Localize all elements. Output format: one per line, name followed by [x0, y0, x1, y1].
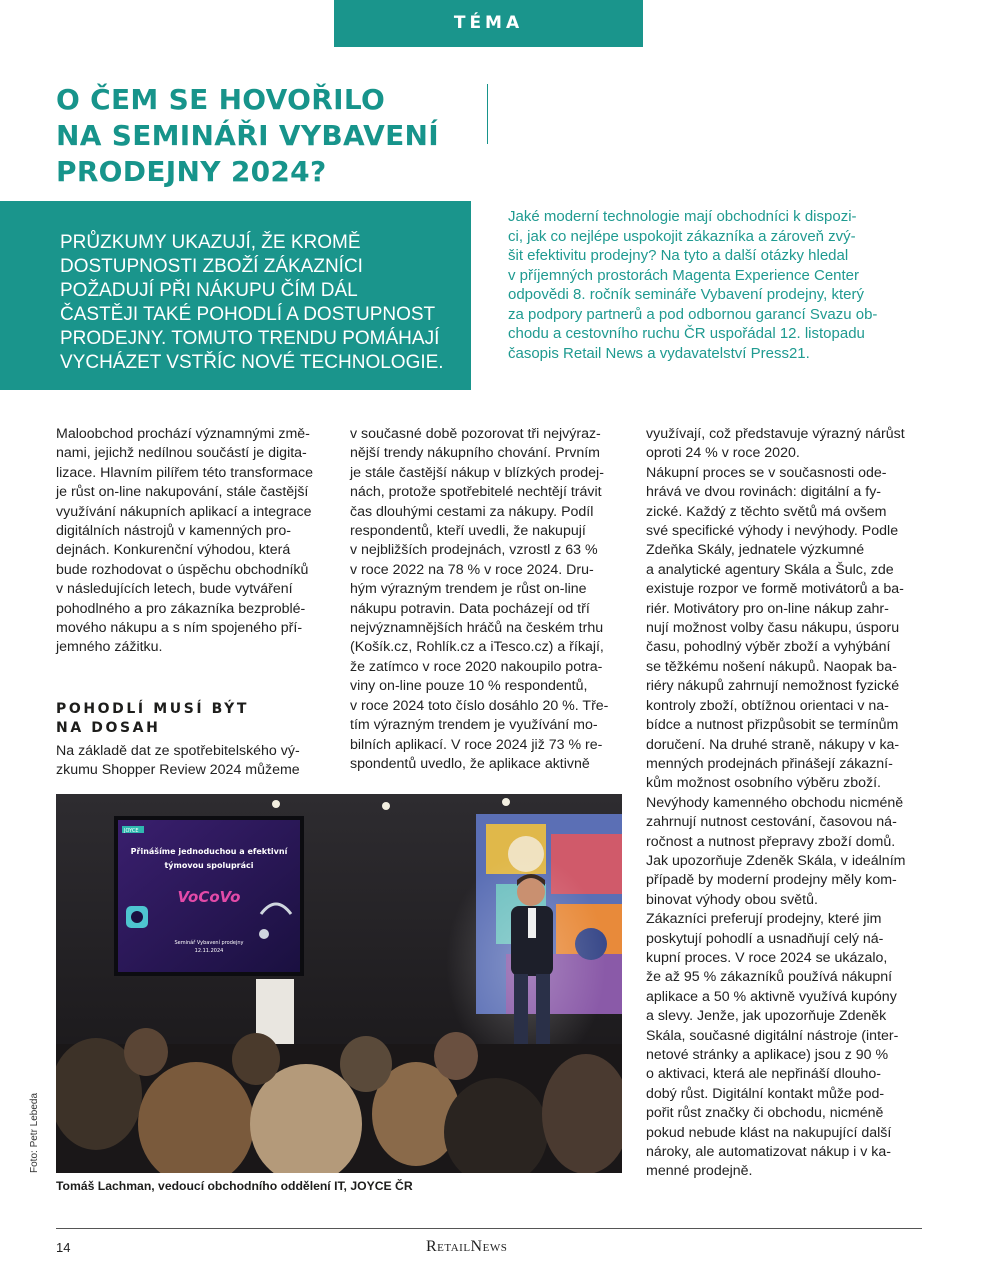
body-line: pokud nebude klást na nakupující další	[646, 1124, 892, 1141]
body-line: nami, jejichž nedílnou součástí je digita-	[56, 445, 307, 462]
body-line: případě by moderní prodejny měly kom-	[646, 872, 897, 889]
body-line: digitálních nástrojů v kamenných pro-	[56, 523, 292, 540]
lead-line: ČASTĚJI TAKÉ POHODLÍ A DOSTUPNOST	[60, 304, 436, 325]
body-line: čas dlouhými cestami za nákupy. Podíl	[350, 503, 594, 520]
body-line: tím výrazným trendem je využívání mo-	[350, 717, 598, 734]
body-line: Skála, současné digitální nástroje (inter-	[646, 1027, 899, 1044]
body-line: nují možnost volby času nákupu, úsporu	[646, 620, 900, 637]
body-line: Zdeňka Skály, jednatele výzkumné	[646, 542, 865, 559]
body-line: v roce 2024 toto číslo dosáhlo 20 %. Tře-	[350, 697, 609, 714]
body-line: kontroly zboží, obtížnou orientaci v na-	[646, 697, 889, 714]
body-line: nější trendy nákupního chování. Prvním	[350, 445, 600, 462]
body-line: kupní proces. V roce 2024 se ukázalo,	[646, 949, 888, 966]
body-line: dobý růst. Digitální kontakt může pod-	[646, 1085, 885, 1102]
body-line: spondentů uvedlo, že aplikace aktivně	[350, 755, 590, 772]
body-line: že zatímco v roce 2020 nakoupilo potra-	[350, 658, 603, 675]
body-line: pořit růst značky či obchodu, nicméně	[646, 1105, 884, 1122]
lead-box	[0, 201, 471, 390]
perex-line: časopis Retail News a vydavatelství Press21.	[508, 344, 810, 362]
lead-line: DOSTUPNOSTI ZBOŽÍ ZÁKAZNÍCI	[60, 256, 363, 277]
perex-line: ci, jak co nejlépe uspokojit zákazníka a zároveň zvý-	[508, 227, 856, 245]
body-column-3	[646, 425, 926, 1182]
event-photo	[56, 794, 622, 1173]
body-line: v roce 2022 na 78 % v roce 2024. Dru-	[350, 561, 594, 578]
headline-line: NA SEMINÁŘI VYBAVENÍ	[56, 119, 439, 152]
body-column-1	[56, 425, 331, 658]
body-line: hrává ve dvou rovinách: digitální a fy-	[646, 484, 882, 501]
body-line: netové stránky a aplikace) jsou z 90 %	[646, 1047, 889, 1063]
body-line: se těžkému nošení nákupů. Naopak ba-	[646, 658, 897, 675]
body-line: o aktivaci, která ale nepřináší dlouho-	[646, 1066, 882, 1083]
body-line: nákupu potravin. Data pocházejí od tří	[350, 600, 590, 617]
body-line: mového nákupu a s ním spojeného pří-	[56, 620, 303, 637]
article-headline	[56, 82, 486, 190]
body-line: viny on-line pouze 10 % respondentů,	[350, 678, 588, 695]
perex-line: v příjemných prostorách Magenta Experience Center	[508, 266, 860, 284]
body-line: oproti 24 % v roce 2020.	[646, 445, 800, 462]
footer-divider	[56, 1228, 922, 1229]
body-line: využívání nákupních aplikací a integrace	[56, 503, 312, 520]
perex	[508, 207, 928, 363]
perex-line: odpovědi 8. ročník semináře Vybavení prodejny, který	[508, 286, 865, 303]
section-subheading	[56, 700, 326, 738]
lead-text	[60, 231, 460, 375]
screen-title-line: Přinášíme jednoduchou a efektivní	[130, 847, 288, 856]
body-line: Zákazníci preferují prodejny, které jim	[646, 911, 882, 928]
body-line: nároky, ale automatizovat nákup i v ka-	[646, 1144, 891, 1161]
body-line: bilních aplikací. V roce 2024 již 73 % re-	[350, 736, 603, 753]
body-line: zické. Každý z těchto světů má ovšem	[646, 503, 887, 520]
body-line: poskytují pohodlí a usnadňují celý ná-	[646, 930, 884, 947]
body-line: Na základě dat ze spotřebitelského vý-	[56, 743, 300, 759]
body-line: menné prodejně.	[646, 1163, 753, 1180]
body-line: Nevýhody kamenného obchodu nicméně	[646, 794, 904, 811]
body-line: menných prodejnách přinášejí zákazní-	[646, 755, 893, 772]
photo-caption: Tomáš Lachman, vedoucí obchodního oddělení IT, JOYCE ČR	[56, 1179, 413, 1193]
presentation-screen	[114, 816, 304, 976]
body-line: v následujících letech, bude vytváření	[56, 581, 293, 598]
body-line: riéry nákupů zahrnují nemožnost fyzické	[646, 678, 900, 695]
body-line: že až 95 % zákazníků používá nákupní	[646, 969, 893, 986]
body-line: času, pohodlný výběr zboží a vyhýbání	[646, 639, 891, 656]
screen-title-line: týmovou spolupráci	[164, 861, 254, 870]
page-number: 14	[56, 1240, 71, 1255]
perex-line: Jaké moderní technologie mají obchodníci k dispozi-	[508, 208, 857, 225]
body-line: jemného zážitku.	[56, 639, 163, 656]
screen-badge: JOYCE	[124, 828, 139, 834]
body-line: dejnách. Konkurenční výhodou, která	[56, 542, 291, 559]
body-line: binovat výhody obou světů.	[646, 891, 818, 908]
screen-small-text: Seminář Vybavení prodejny	[174, 940, 244, 946]
section-tab: TÉMA	[334, 0, 643, 47]
body-line: využívají, což představuje výrazný nárůst	[646, 426, 905, 442]
body-line: je stále častější nákup v blízkých prodej-	[350, 464, 604, 481]
headline-divider	[487, 84, 488, 144]
body-column-2	[350, 425, 625, 774]
lead-line: PRODEJNY. TOMUTO TRENDU POMÁHAJÍ	[60, 328, 440, 349]
lead-line: VYCHÁZET VSTŘÍC NOVÉ TECHNOLOGIE.	[60, 352, 444, 373]
magazine-logo: RetailNews	[426, 1238, 508, 1255]
body-line: doručení. Na druhé straně, nákupy v ka-	[646, 736, 900, 753]
lead-line: POŽADUJÍ PŘI NÁKUPU ČÍM DÁL	[60, 280, 358, 301]
body-line: zkumu Shopper Review 2024 můžeme	[56, 762, 300, 779]
body-line: existuje rozpor ve formě motivátorů a ba-	[646, 581, 904, 598]
body-line: hým výrazným trendem je růst on-line	[350, 581, 587, 598]
body-line: ročnost a nutnost přepravy zboží domů.	[646, 833, 896, 850]
body-line: respondentů, kteří uvedli, že nakupují	[350, 523, 586, 540]
subheading-line: NA DOSAH	[56, 720, 161, 736]
lead-line: PRŮZKUMY UKAZUJÍ, ŽE KROMĚ	[60, 232, 361, 253]
body-line: nejvýznamnějších hráčů na českém trhu	[350, 620, 604, 637]
body-line: v současné době pozorovat tři nejvýraz-	[350, 426, 601, 442]
body-line: Maloobchod prochází významnými změ-	[56, 426, 310, 442]
body-line: riér. Motivátory pro on-line nákup zahr-	[646, 600, 889, 617]
body-line: v nejbližších prodejnách, vzrostl z 63 %	[350, 542, 598, 559]
screen-brand: VoCoVo	[177, 888, 241, 906]
body-line: Jak upozorňuje Zdeněk Skála, v ideálním	[646, 852, 906, 869]
screen-small-text: 12.11.2024	[194, 948, 224, 954]
body-line: je růst on-line nakupování, stále častější	[56, 484, 309, 501]
body-line: (Košík.cz, Rohlík.cz a iTesco.cz) a říkají,	[350, 639, 604, 656]
body-line: Nákupní proces se v současnosti ode-	[646, 464, 887, 481]
headline-line: PRODEJNY 2024?	[56, 155, 327, 188]
photo-credit: Foto: Petr Lebeda	[29, 1092, 40, 1173]
body-line: a slevy. Jenže, jak upozorňuje Zdeněk	[646, 1008, 887, 1025]
perex-line: šit efektivitu prodejny? Na tyto a další otázky hledal	[508, 247, 849, 264]
body-line: nách, protože spotřebitelé nechtějí trávit	[350, 484, 602, 501]
body-line: bídce a nutnost přizpůsobit se termínům	[646, 717, 899, 734]
body-line: lizace. Hlavním pilířem této transformace	[56, 464, 314, 481]
body-line: aplikace a 50 % aktivně využívá kupóny	[646, 988, 897, 1005]
perex-line: za podpory partnerů a pod odbornou garancí Svazu ob-	[508, 305, 878, 323]
perex-line: chodu a cestovního ruchu ČR uspořádal 12. listopadu	[508, 325, 865, 342]
audience	[56, 1028, 622, 1173]
body-line: své specifické výhody i nevýhody. Podle	[646, 523, 899, 540]
body-line: zahrnují nutnost cestování, časovou ná-	[646, 814, 897, 831]
subheading-line: POHODLÍ MUSÍ BÝT	[56, 701, 250, 717]
body-line: pohodlného a pro zákazníka bezproblé-	[56, 600, 306, 617]
body-column-1-continued	[56, 742, 331, 781]
headline-line: O ČEM SE HOVOŘILO	[56, 83, 386, 116]
body-line: a analytické agentury Skála a Šulc, zde	[646, 561, 894, 578]
body-line: bude rozhodovat o úspěchu obchodníků	[56, 561, 309, 578]
body-line: kům možnost osobního výběru zboží.	[646, 775, 882, 792]
event-photo-illustration	[56, 794, 622, 1173]
